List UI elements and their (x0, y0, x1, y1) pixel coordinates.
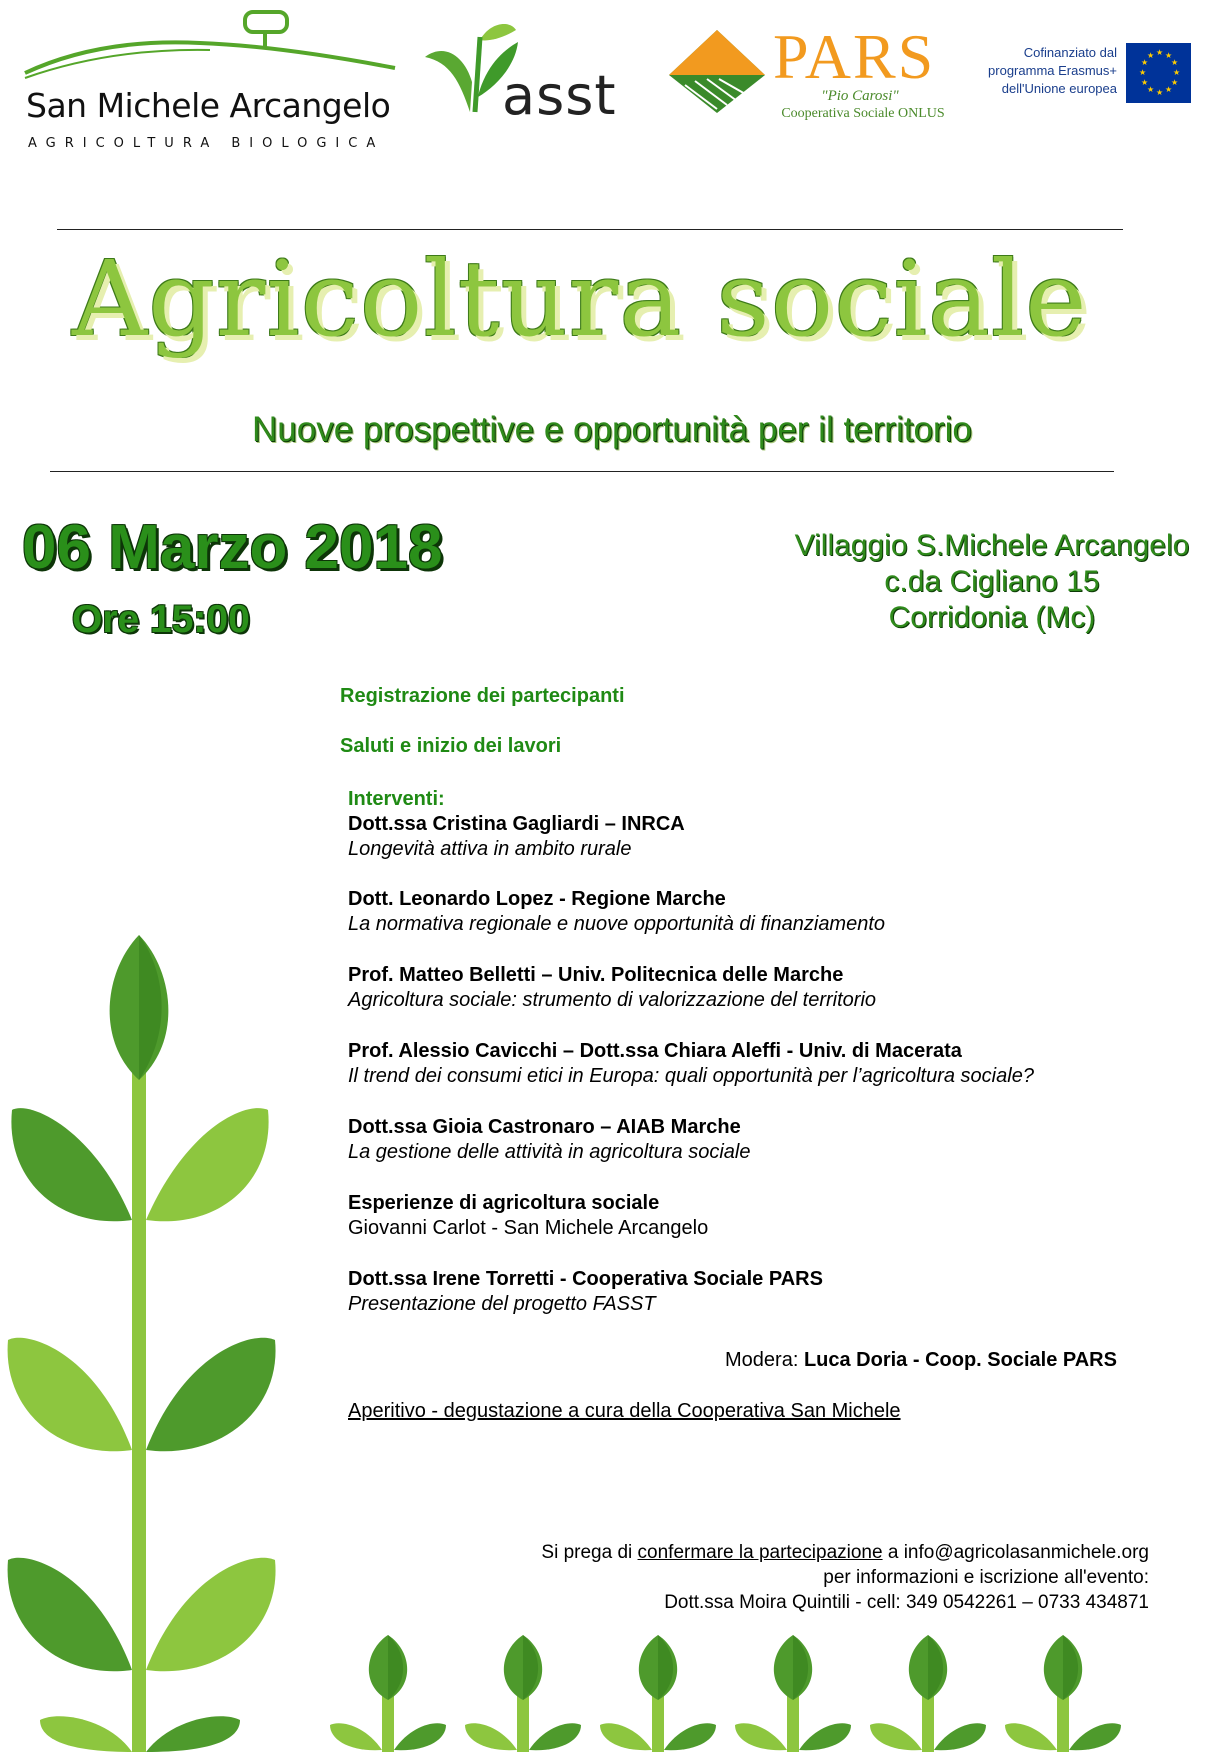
svg-text:★: ★ (1165, 51, 1173, 60)
san-michele-logo (20, 8, 398, 151)
pars-pio: "Pio Carosi" (821, 88, 899, 104)
talk-item (348, 963, 1208, 1013)
event-subtitle: Nuove prospettive e opportunità per il territorio (252, 410, 972, 449)
hill-tree-icon (20, 8, 398, 88)
svg-text:★: ★ (1141, 58, 1149, 67)
event-title: Agricoltura sociale (72, 238, 1088, 360)
contact-block (541, 1540, 1149, 1615)
top-rule (57, 229, 1123, 230)
eu-line-1: Cofinanziato dal (1023, 45, 1117, 60)
venue (762, 528, 1222, 636)
confirm-participation-link[interactable]: confermare la partecipazione (637, 1542, 883, 1563)
svg-text:★: ★ (1171, 78, 1179, 87)
eu-logo (985, 42, 1195, 108)
moderator-name: Luca Doria - Coop. Sociale PARS (803, 1349, 1117, 1371)
svg-text:★: ★ (1147, 51, 1155, 60)
pars-word: PARS (773, 21, 936, 92)
program-list (348, 787, 1208, 1317)
talk-speaker: Prof. Matteo Belletti – Univ. Politecnica delle Marche (348, 964, 844, 986)
talk-topic: Giovanni Carlot - San Michele Arcangelo (348, 1217, 709, 1239)
eu-line-3: dell'Unione europea (1001, 81, 1117, 96)
eu-flag-icon (1126, 43, 1191, 103)
venue-line-2: c.da Cigliano 15 (884, 565, 1100, 598)
san-michele-sub: AGRICOLTURA BIOLOGICA (28, 136, 385, 151)
contact-pre: Si prega di (541, 1542, 633, 1563)
registration-item: Registrazione dei partecipanti (340, 685, 625, 707)
contact-line-1 (541, 1540, 1149, 1565)
event-date: 06 Marzo 2018 (22, 513, 443, 582)
talk-item (348, 887, 1208, 937)
svg-text:★: ★ (1139, 68, 1147, 77)
svg-text:★: ★ (1147, 85, 1155, 94)
svg-text:★: ★ (1173, 68, 1181, 77)
contact-person: Dott.ssa Moira Quintili - cell: 349 0542261 – 0733 434871 (664, 1592, 1149, 1613)
bottom-rule (50, 471, 1114, 472)
talk-speaker: Dott. Leonardo Lopez - Regione Marche (348, 888, 726, 910)
talk-speaker: Dott.ssa Gioia Castronaro – AIAB Marche (348, 1116, 741, 1138)
talk-topic: La gestione delle attività in agricoltura sociale (348, 1141, 751, 1163)
fasst-logo (420, 12, 640, 132)
moderator-line (725, 1348, 1117, 1373)
moderator-label: Modera: (725, 1349, 799, 1371)
svg-text:★: ★ (1156, 88, 1164, 97)
talk-item (348, 1039, 1208, 1089)
talk-item (348, 1191, 1208, 1241)
interventi-label: Interventi: (348, 788, 445, 810)
pars-emblem-icon (665, 25, 770, 115)
pars-coop: Cooperativa Sociale ONLUS (781, 106, 945, 121)
seedlings-illustration (330, 1630, 1170, 1752)
eu-text (985, 44, 1117, 98)
svg-text:★: ★ (1156, 48, 1164, 57)
venue-line-3: Corridonia (Mc) (888, 601, 1096, 634)
venue-line-1: Villaggio S.Michele Arcangelo (794, 529, 1190, 562)
talk-topic: Longevità attiva in ambito rurale (348, 838, 632, 860)
eu-line-2: programma Erasmus+ (988, 63, 1117, 78)
talk-speaker: Prof. Alessio Cavicchi – Dott.ssa Chiara Aleffi - Univ. di Macerata (348, 1040, 962, 1062)
talk-item (348, 1267, 1208, 1317)
event-time: Ore 15:00 (72, 598, 250, 641)
fasst-word: asst (502, 64, 617, 127)
talk-speaker: Dott.ssa Cristina Gagliardi – INRCA (348, 813, 685, 835)
greetings-item: Saluti e inizio dei lavori (340, 735, 562, 757)
pars-logo (665, 20, 965, 130)
svg-text:★: ★ (1171, 58, 1179, 67)
talk-speaker: Dott.ssa Irene Torretti - Cooperativa Sociale PARS (348, 1268, 823, 1290)
contact-email[interactable]: a info@agricolasanmichele.org (887, 1542, 1149, 1563)
san-michele-name: San Michele Arcangelo (26, 86, 391, 125)
contact-info: per informazioni e iscrizione all'evento: (823, 1567, 1149, 1588)
talk-item (348, 1115, 1208, 1165)
talk-item (348, 812, 1208, 862)
talk-topic: Il trend dei consumi etici in Europa: quali opportunità per l’agricoltura sociale? (348, 1065, 1034, 1087)
svg-text:★: ★ (1165, 85, 1173, 94)
talk-topic: La normativa regionale e nuove opportunità di finanziamento (348, 913, 886, 935)
aperitivo-text: Aperitivo - degustazione a cura della Cooperativa San Michele (348, 1400, 901, 1422)
svg-text:★: ★ (1141, 78, 1149, 87)
talk-topic: Agricoltura sociale: strumento di valorizzazione del territorio (348, 989, 877, 1011)
aperitivo-line (348, 1399, 901, 1424)
talk-topic: Presentazione del progetto FASST (348, 1293, 656, 1315)
plant-illustration (0, 930, 300, 1752)
talk-speaker: Esperienze di agricoltura sociale (348, 1192, 660, 1214)
